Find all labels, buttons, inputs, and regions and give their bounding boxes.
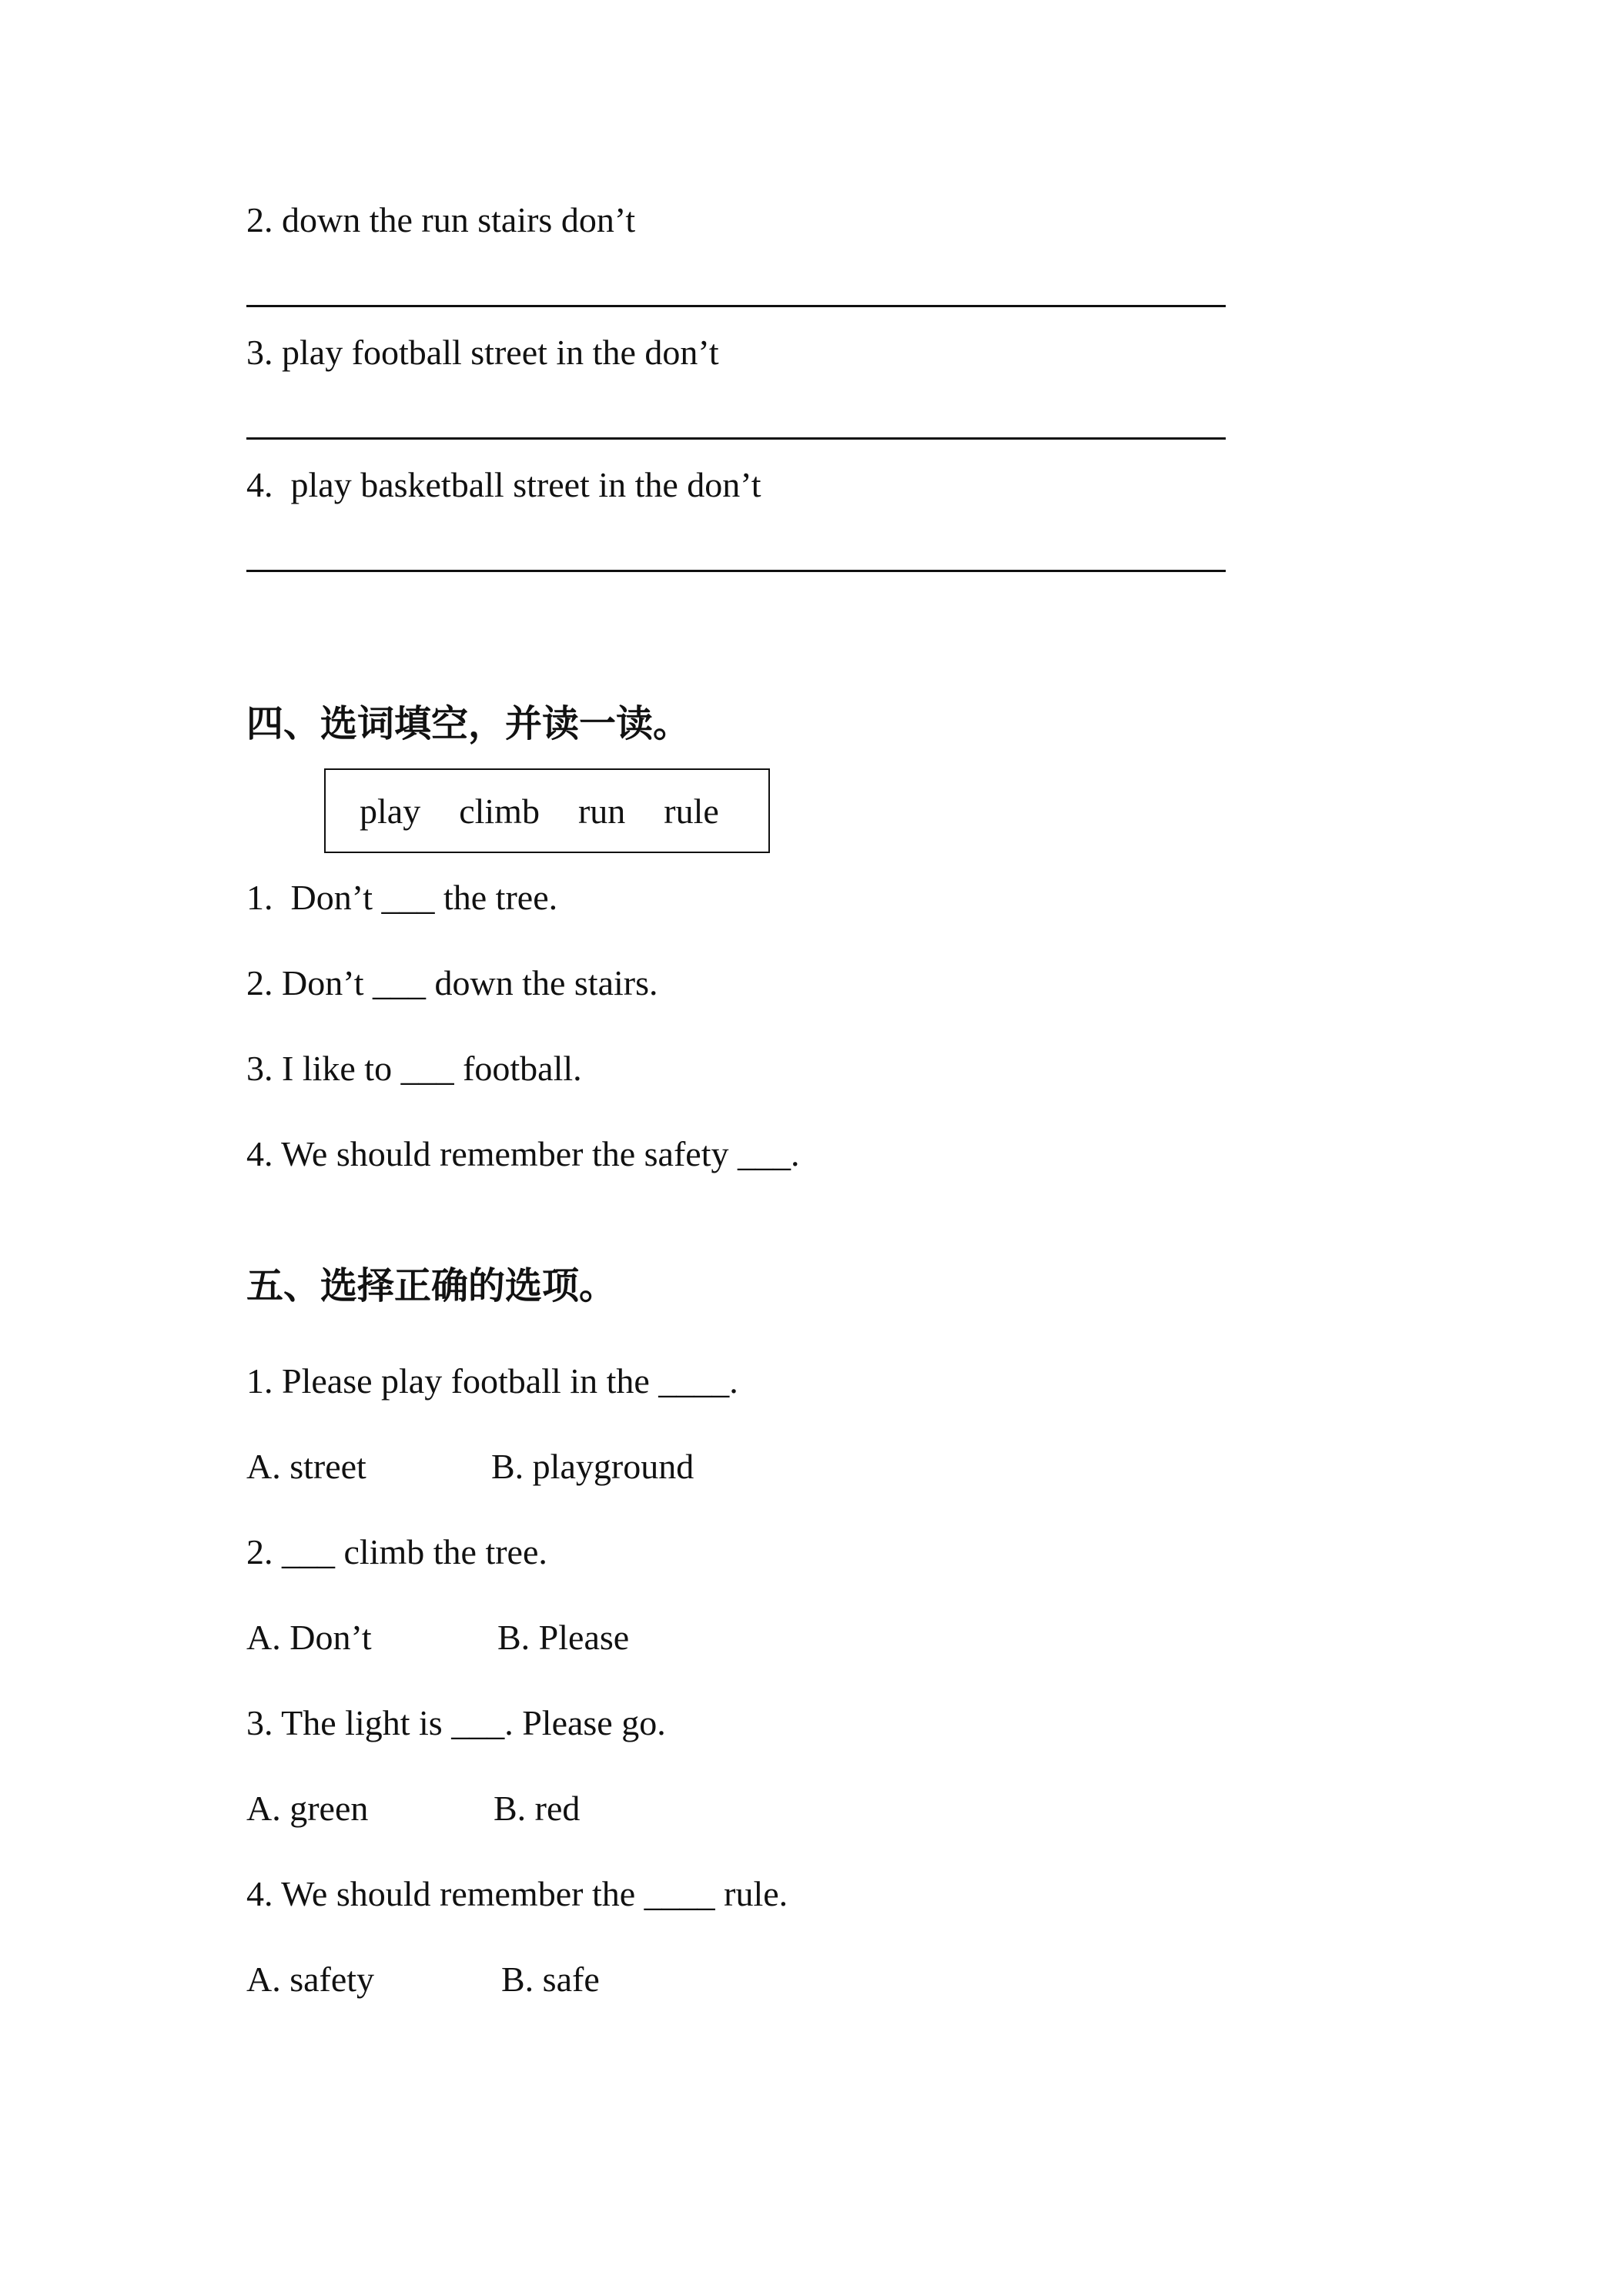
question-3: 3. The light is ___. Please go. [246,1703,666,1742]
section5-heading: 五、选择正确的选项。 [246,1264,617,1307]
option-b: B. red [494,1789,581,1828]
fill-item-4: 4. We should remember the safety ___. [246,1134,800,1173]
word-bank-item: run [577,791,626,831]
question-2: 2. ___ climb the tree. [246,1532,547,1571]
option-a: A. green [246,1789,369,1828]
word-bank [324,768,770,853]
reorder-item-4: 4. play basketball street in the don’t [246,465,761,504]
word-bank-item: rule [664,791,719,831]
option-b: B. safe [501,1960,600,1999]
reorder-item-3: 3. play football street in the don’t [246,333,719,372]
fill-item-1: 1. Don’t ___ the tree. [246,878,558,917]
section4-heading: 四、选词填空，并读一读。 [246,702,691,745]
option-a: A. Don’t [246,1618,372,1657]
fill-item-3: 3. I like to ___ football. [246,1049,582,1088]
answer-line-3 [246,437,1226,440]
word-bank-item: play [360,791,421,831]
option-b: B. Please [497,1618,630,1657]
question-1: 1. Please play football in the ____. [246,1361,738,1401]
answer-line-2 [246,305,1226,307]
option-b: B. playground [491,1447,694,1486]
fill-item-2: 2. Don’t ___ down the stairs. [246,963,658,1002]
word-bank-item: climb [459,791,540,831]
option-a: A. street [246,1447,366,1486]
option-a: A. safety [246,1960,375,1999]
question-4: 4. We should remember the ____ rule. [246,1874,788,1913]
reorder-item-2: 2. down the run stairs don’t [246,200,636,239]
answer-line-4 [246,570,1226,572]
